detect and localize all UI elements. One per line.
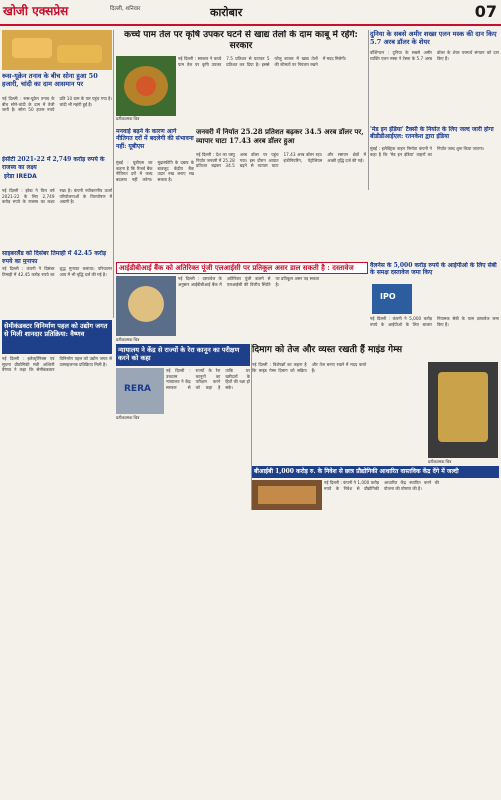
electric-headline: 'मेड इन इंडिया' टैक्सी के निर्यात के लिए जल्द जारी होगा बीडीडीआईएल: रतनकेश द्वारा इंडिया [370, 126, 494, 141]
palm-photo-caption: प्रतीकात्मक चित्र [116, 116, 140, 121]
palm-oil-photo [116, 56, 176, 116]
masthead: खोजी एक्सप्रेस [3, 4, 69, 18]
story-gold-body: नई दिल्ली : रूस-यूक्रेन तनाव के बीच सोने-चांदी के दाम में तेजी जारी है। सोना 50 हजार रुपये प्रति 10 ग्राम के पार पहुंच गया है। चांदी भी महंगी हुई है। [2, 96, 112, 113]
idbi-headline: आईडीबीआई बैंक को अतिरिक्त पूंजी एलआईसी पर प्रतिकूल असर डाल सकती है : दस्तावेज [119, 263, 354, 272]
rera-photo-caption: प्रतीकात्मक चित्र [116, 415, 140, 420]
musk-headline: दुनिया के सबसे अमीर शख्स एलन मस्क की दान किए 5.7 अरब डॉलर के शेयर [370, 30, 497, 46]
gold-photo [2, 30, 112, 70]
ipo-photo [372, 284, 412, 314]
bottom-photo [252, 480, 322, 510]
semiconductor-banner [2, 320, 112, 354]
section-title: कारोबार [210, 6, 243, 19]
rera-headline: न्यायालय ने केंद्र से राज्यों के रेरा कानून का परीक्षण करने को कहा [118, 346, 240, 362]
games-photo-caption: प्रतीकात्मक चित्र [428, 459, 452, 464]
games-body: नई दिल्ली : विशेषज्ञों का कहना है कि माइंड गेम्स दिमाग को सक्रिय और तेज बनाए रखने में मदद करते हैं। [252, 362, 367, 373]
ipo-label: IPO [380, 292, 396, 301]
ireda-logo: इरेडा IREDA [4, 173, 37, 180]
rera-body: नई दिल्ली : उच्चतम न्यायालय ने केंद्र सरकार से राज्यों के रेरा कानूनों का परीक्षण करने को कहा है ताकि घर खरीदारों के हितों की रक्षा हो सके। [166, 368, 250, 390]
idbi-photo [116, 276, 176, 336]
ipo-headline: वैलनेस के 5,000 करोड़ रुपये के आईपीओ के लिए सेबी के समक्ष दस्तावेज जमा किए [370, 262, 497, 277]
page-lower-area [0, 512, 501, 800]
rera-photo [116, 368, 164, 414]
export-body: नई दिल्ली : देश का वस्तु निर्यात जनवरी में 25.28 प्रतिशत बढ़कर 34.5 अरब डॉलर पर पहुंच गया। इस दौरान आयात बढ़ने से व्यापार घाटा 17.43 अरब डॉलर रहा। इंजीनियरिंग, पेट्रोलियम और रसायन क्षेत्रों में अच्छी वृद्धि दर्ज की गई। [196, 152, 366, 169]
column-divider [368, 30, 369, 190]
rera-label: RERA [124, 384, 151, 394]
story-ireda-headline: ईसीटी 2021-22 में 2,749 करोड़ रुपये के राजस्व का लक्ष्य [2, 156, 105, 170]
export-headline: जनवरी में निर्यात 25.28 प्रतिशत बढ़कर 34.5 अरब डॉलर पर, व्यापार घाटा 17.43 अरब डॉलर हुआ [196, 128, 364, 145]
games-headline: दिमाग को तेज और व्यस्त रखती हैं माइंड गेम्स [252, 345, 403, 355]
page-header [0, 0, 501, 26]
column-divider [113, 30, 114, 318]
idbi-body: नई दिल्ली : दस्तावेज के अनुसार आईडीबीआई बैंक में अतिरिक्त पूंजी डालने से एलआईसी की वित्तीय स्थिति पर प्रतिकूल असर पड़ सकता है। [178, 276, 320, 287]
page-number: 07 [474, 2, 497, 21]
ubs-headline: मनवाई बढ़ने के कारण आगे नीतिगत दरों में बदलेगी की संभावना नहीं: यूबीएस [116, 128, 194, 150]
story-gold-headline: रूस-यूक्रेन तनाव के बीच सोना हुआ 50 हजारी, चांदी का दाम आसमान पर [2, 72, 98, 88]
bottom-banner-headline: बीआईबी 1,000 करोड़ रु. के निवेश से छात्र प्रौद्योगिकी आधारित वास्तविक केंद्र देंगे में जल्दी [254, 468, 459, 475]
ipo-body: नई दिल्ली : कंपनी ने 5,000 करोड़ रुपये के आईपीओ के लिए बाजार नियामक सेबी के पास दस्तावेज जमा किए हैं। [370, 316, 499, 327]
musk-body: वॉशिंगटन : दुनिया के सबसे अमीर व्यक्ति एलन मस्क ने टेस्ला के 5.7 अरब डॉलर के शेयर परमार्थ संगठन को दान किए हैं। [370, 50, 499, 61]
top-story-body: नई दिल्ली : सरकार ने कच्चे पाम तेल पर कृषि उपकर 7.5 प्रतिशत से घटाकर 5 प्रतिशत कर दिया है। इससे घरेलू बाजार में खाद्य तेलों की कीमतों पर नियंत्रण रखने में मदद मिलेगी। [178, 56, 347, 67]
ubs-body: मुंबई : यूबीएस का कहना है कि रिजर्व बैंक नीतिगत दरों में जल्द बदलाव नहीं करेगा। मुद्रास्फीति के दबाव के बावजूद केंद्रीय बैंक उदार रुख बनाए रख सकता है। [116, 160, 194, 182]
bottom-banner-body: नई दिल्ली : कंपनी ने 1,000 करोड़ रुपये के निवेश से प्रौद्योगिकी आधारित केंद्र स्थापित करने की योजना की घोषणा की है। [324, 480, 439, 491]
semiconductor-body: नई दिल्ली : इलेक्ट्रॉनिक्स एवं सूचना प्रौद्योगिकी मंत्री अश्विनी वैष्णव ने कहा कि सेमीकंडक्टर विनिर्माण पहल को उद्योग जगत से उत्साहजनक प्रतिक्रिया मिली है। [2, 356, 112, 373]
date-line: दिल्ली, शनिवार [110, 6, 141, 12]
idbi-banner [116, 262, 368, 274]
rera-banner [116, 344, 250, 366]
story-cyber-headline: साइबरलैंड को दिसंबर तिमाही में 42.45 करोड़ रुपये का मुनाफा [2, 250, 107, 264]
electric-body: मुंबई : इलेक्ट्रिक वाहन निर्माता कंपनी ने कहा है कि 'मेड इन इंडिया' वाहनों का निर्यात जल्द शुरू किया जाएगा। [370, 146, 485, 157]
top-story-headline: कच्चे पाम तेल पर कृषि उपकर घटने से खाद्य तेलों के दाम काबू में रहेंगे: सरकार [124, 30, 358, 51]
semiconductor-headline: सेमीकंडक्टर विनिर्माण पहल को उद्योग जगत से मिली शानदार प्रतिक्रिया: वैष्णव [4, 322, 108, 338]
story-cyber-body: नई दिल्ली : कंपनी ने दिसंबर तिमाही में 42.45 करोड़ रुपये का शुद्ध मुनाफा कमाया। परिचालन आय में भी वृद्धि दर्ज की गई है। [2, 266, 112, 277]
column-divider [251, 344, 252, 510]
games-photo [428, 362, 498, 458]
idbi-photo-caption: प्रतीकात्मक चित्र [116, 337, 140, 342]
bottom-banner [252, 466, 499, 478]
story-ireda-body: नई दिल्ली : इरेडा ने वित्त वर्ष 2021-22 के लिए 2,749 करोड़ रुपये के राजस्व का लक्ष्य रखा है। कंपनी नवीकरणीय ऊर्जा परियोजनाओं के वित्तपोषण में अग्रणी है। [2, 188, 112, 205]
